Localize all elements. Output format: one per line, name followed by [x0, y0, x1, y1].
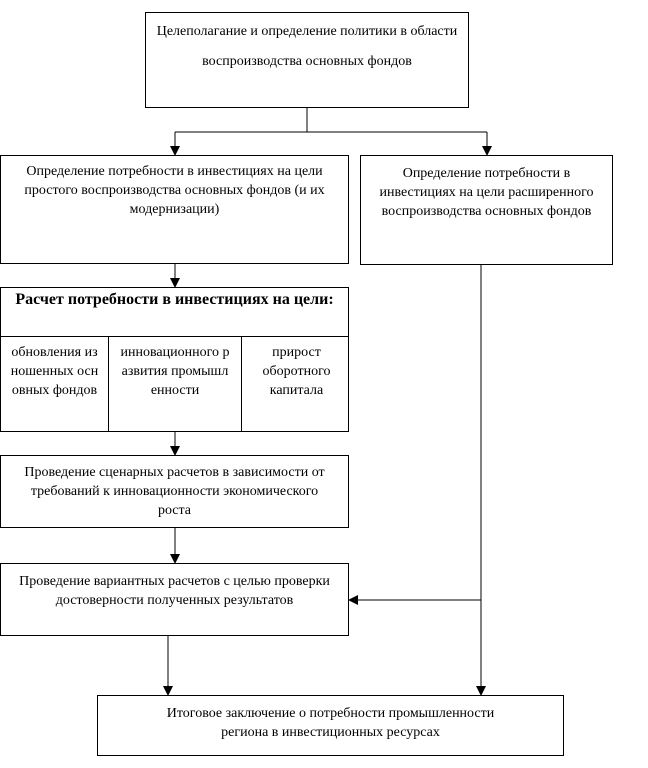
calc-divider-horizontal: [1, 336, 348, 337]
calc-column-working-capital: прирост оборотного капитала: [262, 345, 331, 398]
goal-setting-text: Целеполагание и определение политики в области воспроизводства основных фондов: [156, 24, 458, 69]
scenario-calc-text: Проведение сценарных расчетов в зависимости от требований к инновационности экономического роста: [24, 465, 325, 518]
scenario-calc-box: [0, 455, 349, 528]
calc-divider-2: [241, 336, 242, 431]
investment-calc-box: [0, 287, 349, 432]
variant-calc-box: [0, 563, 349, 636]
variant-calc-text: Проведение вариантных расчетов с целью проверки достоверности полученных результатов: [19, 574, 330, 608]
extended-reproduction-need-text: Определение потребности в инвестициях на цели расширенного воспроизводства основных фондов: [379, 166, 594, 219]
calc-column-renewal: обновления изношенных основных фондов: [10, 345, 99, 398]
calc-divider-1: [108, 336, 109, 431]
simple-reproduction-need-box: [0, 155, 349, 264]
extended-reproduction-need-box: [360, 155, 613, 265]
simple-reproduction-need-text: Определение потребности в инвестициях на цели простого воспроизводства основных фондов (и их модернизации): [24, 164, 325, 217]
final-conclusion-box: [97, 695, 564, 756]
goal-setting-box: [145, 12, 469, 108]
investment-calc-title: Расчет потребности в инвестициях на цели:: [15, 291, 334, 308]
calc-column-innovation: инновационного развития промышленности: [120, 345, 230, 398]
final-conclusion-text: Итоговое заключение о потребности промышленности региона в инвестиционных ресурсах: [166, 706, 495, 740]
